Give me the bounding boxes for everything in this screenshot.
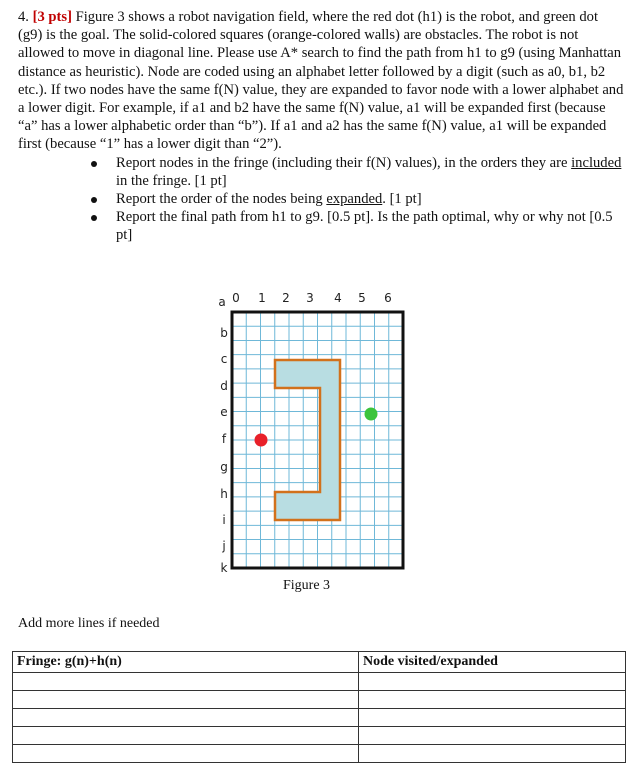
requirement-item: Report the order of the nodes being expanded. [1 pt]	[18, 190, 624, 208]
column-label: 0	[232, 291, 240, 305]
row-label: c	[220, 352, 228, 366]
row-label: d	[220, 379, 228, 393]
expanded-cell[interactable]	[359, 745, 626, 763]
row-label: i	[222, 513, 226, 527]
fringe-cell[interactable]	[13, 691, 359, 709]
question-body: Figure 3 shows a robot navigation field, where the red dot (h1) is the robot, and green dot (g9) is the goal. The solid-colored squares (orange-colored walls) are obstacles. The robot is not allowed to move in diagonal line. Please use A* search to find the path from h1 to g9 (using Manhattan distance as heuristic). Node are coded using an alphabet letter followed by a digit (such as a0, b1, b2 etc.). If two nodes have the same f(N) value, they are expanded to favor node with a lower alphabet and a lower digit. For example, if a1 and b2 have the same f(N) value, a1 will be expanded first (because “a” has a lower alphabetic order than “b”). If a1 and a2 has the same f(N) value, a1 will be expanded first (because “1” has a lower digit than “2”).	[18, 9, 624, 153]
add-more-note: Add more lines if needed	[18, 616, 160, 631]
row-label: k	[220, 561, 228, 575]
column-label: 4	[334, 291, 342, 305]
column-label: 3	[306, 291, 314, 305]
row-label: g	[220, 460, 228, 474]
table-row	[13, 745, 626, 763]
requirement-item: Report nodes in the fringe (including their f(N) values), in the orders they are included in the fringe. [1 pt]	[18, 154, 624, 190]
table-row	[13, 727, 626, 745]
column-label: 2	[282, 291, 290, 305]
requirement-item: Report the final path from h1 to g9. [0.5 pt]. Is the path optimal, why or why not [0.5 pt]	[18, 208, 624, 244]
table-row	[13, 691, 626, 709]
expanded-cell[interactable]	[359, 673, 626, 691]
answer-table	[12, 651, 626, 763]
goal-dot-g9	[365, 408, 378, 421]
row-label: b	[220, 326, 228, 340]
figure-caption: Figure 3	[283, 578, 331, 593]
column-label: 6	[384, 291, 392, 305]
fringe-cell[interactable]	[13, 709, 359, 727]
column-label: 5	[358, 291, 366, 305]
expanded-cell[interactable]	[359, 709, 626, 727]
row-label: e	[220, 405, 228, 419]
question-number: 4.	[18, 9, 29, 25]
fringe-header: Fringe: g(n)+h(n)	[13, 652, 359, 673]
row-label: a	[218, 295, 226, 309]
column-label: 1	[258, 291, 266, 305]
fringe-cell[interactable]	[13, 673, 359, 691]
expanded-cell[interactable]	[359, 727, 626, 745]
fringe-cell[interactable]	[13, 727, 359, 745]
table-row	[13, 673, 626, 691]
question-points: [3 pts]	[32, 9, 72, 25]
row-label: h	[220, 487, 228, 501]
robot-dot-h1	[255, 434, 268, 447]
row-label: f	[221, 432, 227, 446]
expanded-cell[interactable]	[359, 691, 626, 709]
expanded-header: Node visited/expanded	[359, 652, 626, 673]
row-label: j	[222, 539, 226, 553]
table-row	[13, 709, 626, 727]
fringe-cell[interactable]	[13, 745, 359, 763]
